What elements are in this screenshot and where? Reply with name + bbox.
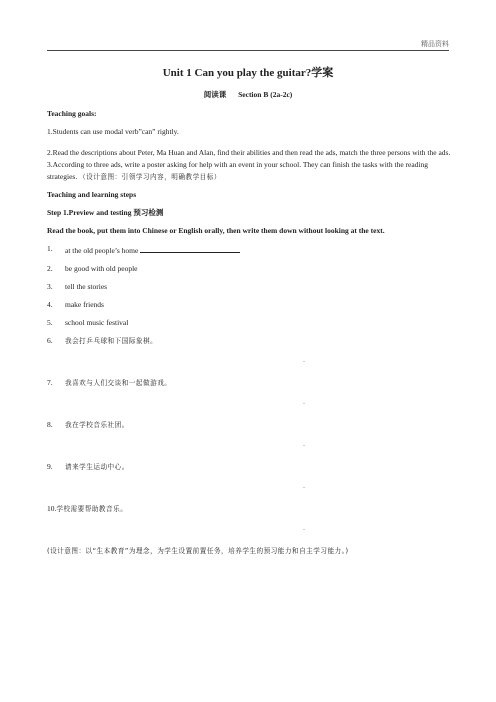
page-subtitle: [0, 89, 496, 100]
design-note: (设计意图：以“生本教育”为理念，为学生设置前置任务，培养学生的预习能力和自主学习能力。): [47, 547, 349, 555]
steps-heading: Teaching and learning steps: [47, 190, 137, 199]
answer-line[interactable]: -: [303, 401, 305, 407]
answer-line[interactable]: -: [303, 359, 305, 365]
item-number: 10.: [47, 504, 57, 513]
item-number: 4.: [47, 300, 53, 309]
item-number: 5.: [47, 318, 53, 327]
answer-line[interactable]: -: [303, 485, 305, 491]
step-1-heading: [47, 207, 451, 219]
list-item: [47, 281, 451, 293]
list-item: [47, 317, 451, 329]
item-number: 6.: [47, 336, 53, 345]
item-text: 请来学生运动中心。: [65, 463, 129, 471]
header-label: 精品资料: [421, 40, 449, 48]
item-number: 9.: [47, 462, 53, 471]
item-text: make friends: [65, 300, 104, 309]
goal-2: [47, 147, 451, 183]
item-text: 我在学校音乐社团。: [65, 421, 129, 429]
item-text: school music festival: [65, 318, 129, 327]
item-number: 7.: [47, 378, 53, 387]
item-text: be good with old people: [65, 264, 138, 273]
page-title: Unit 1 Can you play the guitar?学案: [162, 67, 334, 79]
item-text: 我喜欢与人们交谈和一起做游戏。: [65, 379, 172, 387]
goal-2-text: 2.Read the descriptions about Peter, Ma Huan and Alan, find their abilities and then read the ads, match the three persons with the ads. 3.According to three ads, write a poster asking for help with an event in your school. They can finish the tasks with the reading strategies.: [47, 148, 451, 181]
instruction: Read the book, put them into Chinese or English orally, then write them down without looking at the text.: [47, 226, 385, 235]
list-item: [47, 299, 451, 311]
item-text: at the old people’s home: [65, 243, 240, 257]
goal-1: 1.Students can use modal verb”can” rightly.: [47, 127, 179, 136]
step-1-title: Step 1.Preview and testing: [47, 208, 132, 217]
list-item: [47, 461, 451, 473]
item-number: 8.: [47, 420, 53, 429]
section-label: Section B (2a-2c): [238, 90, 293, 99]
list-item: [47, 263, 451, 275]
list-item: [47, 503, 451, 515]
goals-heading: Teaching goals:: [47, 109, 97, 118]
step-1-title-zh: 预习检测: [133, 208, 164, 217]
item-number: 1.: [47, 244, 53, 253]
item-text: 我会打乒乓球和下国际象棋。: [65, 337, 158, 345]
item-number: 2.: [47, 264, 53, 273]
list-item: [47, 377, 451, 389]
item-number: 3.: [47, 282, 53, 291]
list-item: [47, 419, 451, 431]
answer-line[interactable]: -: [303, 443, 305, 449]
lesson-type: 阅读课: [203, 90, 227, 99]
goal-2-note: （设计意图：引领学习内容，明确教学目标）: [79, 173, 221, 181]
item-text: 学校需要帮助教音乐。: [56, 505, 128, 513]
item-text: tell the stories: [65, 282, 108, 291]
answer-blank[interactable]: [140, 243, 240, 253]
document-body: [47, 108, 451, 557]
list-item: [47, 243, 451, 257]
answer-line[interactable]: -: [303, 527, 305, 533]
header-divider: [47, 50, 449, 51]
list-item: [47, 335, 451, 347]
